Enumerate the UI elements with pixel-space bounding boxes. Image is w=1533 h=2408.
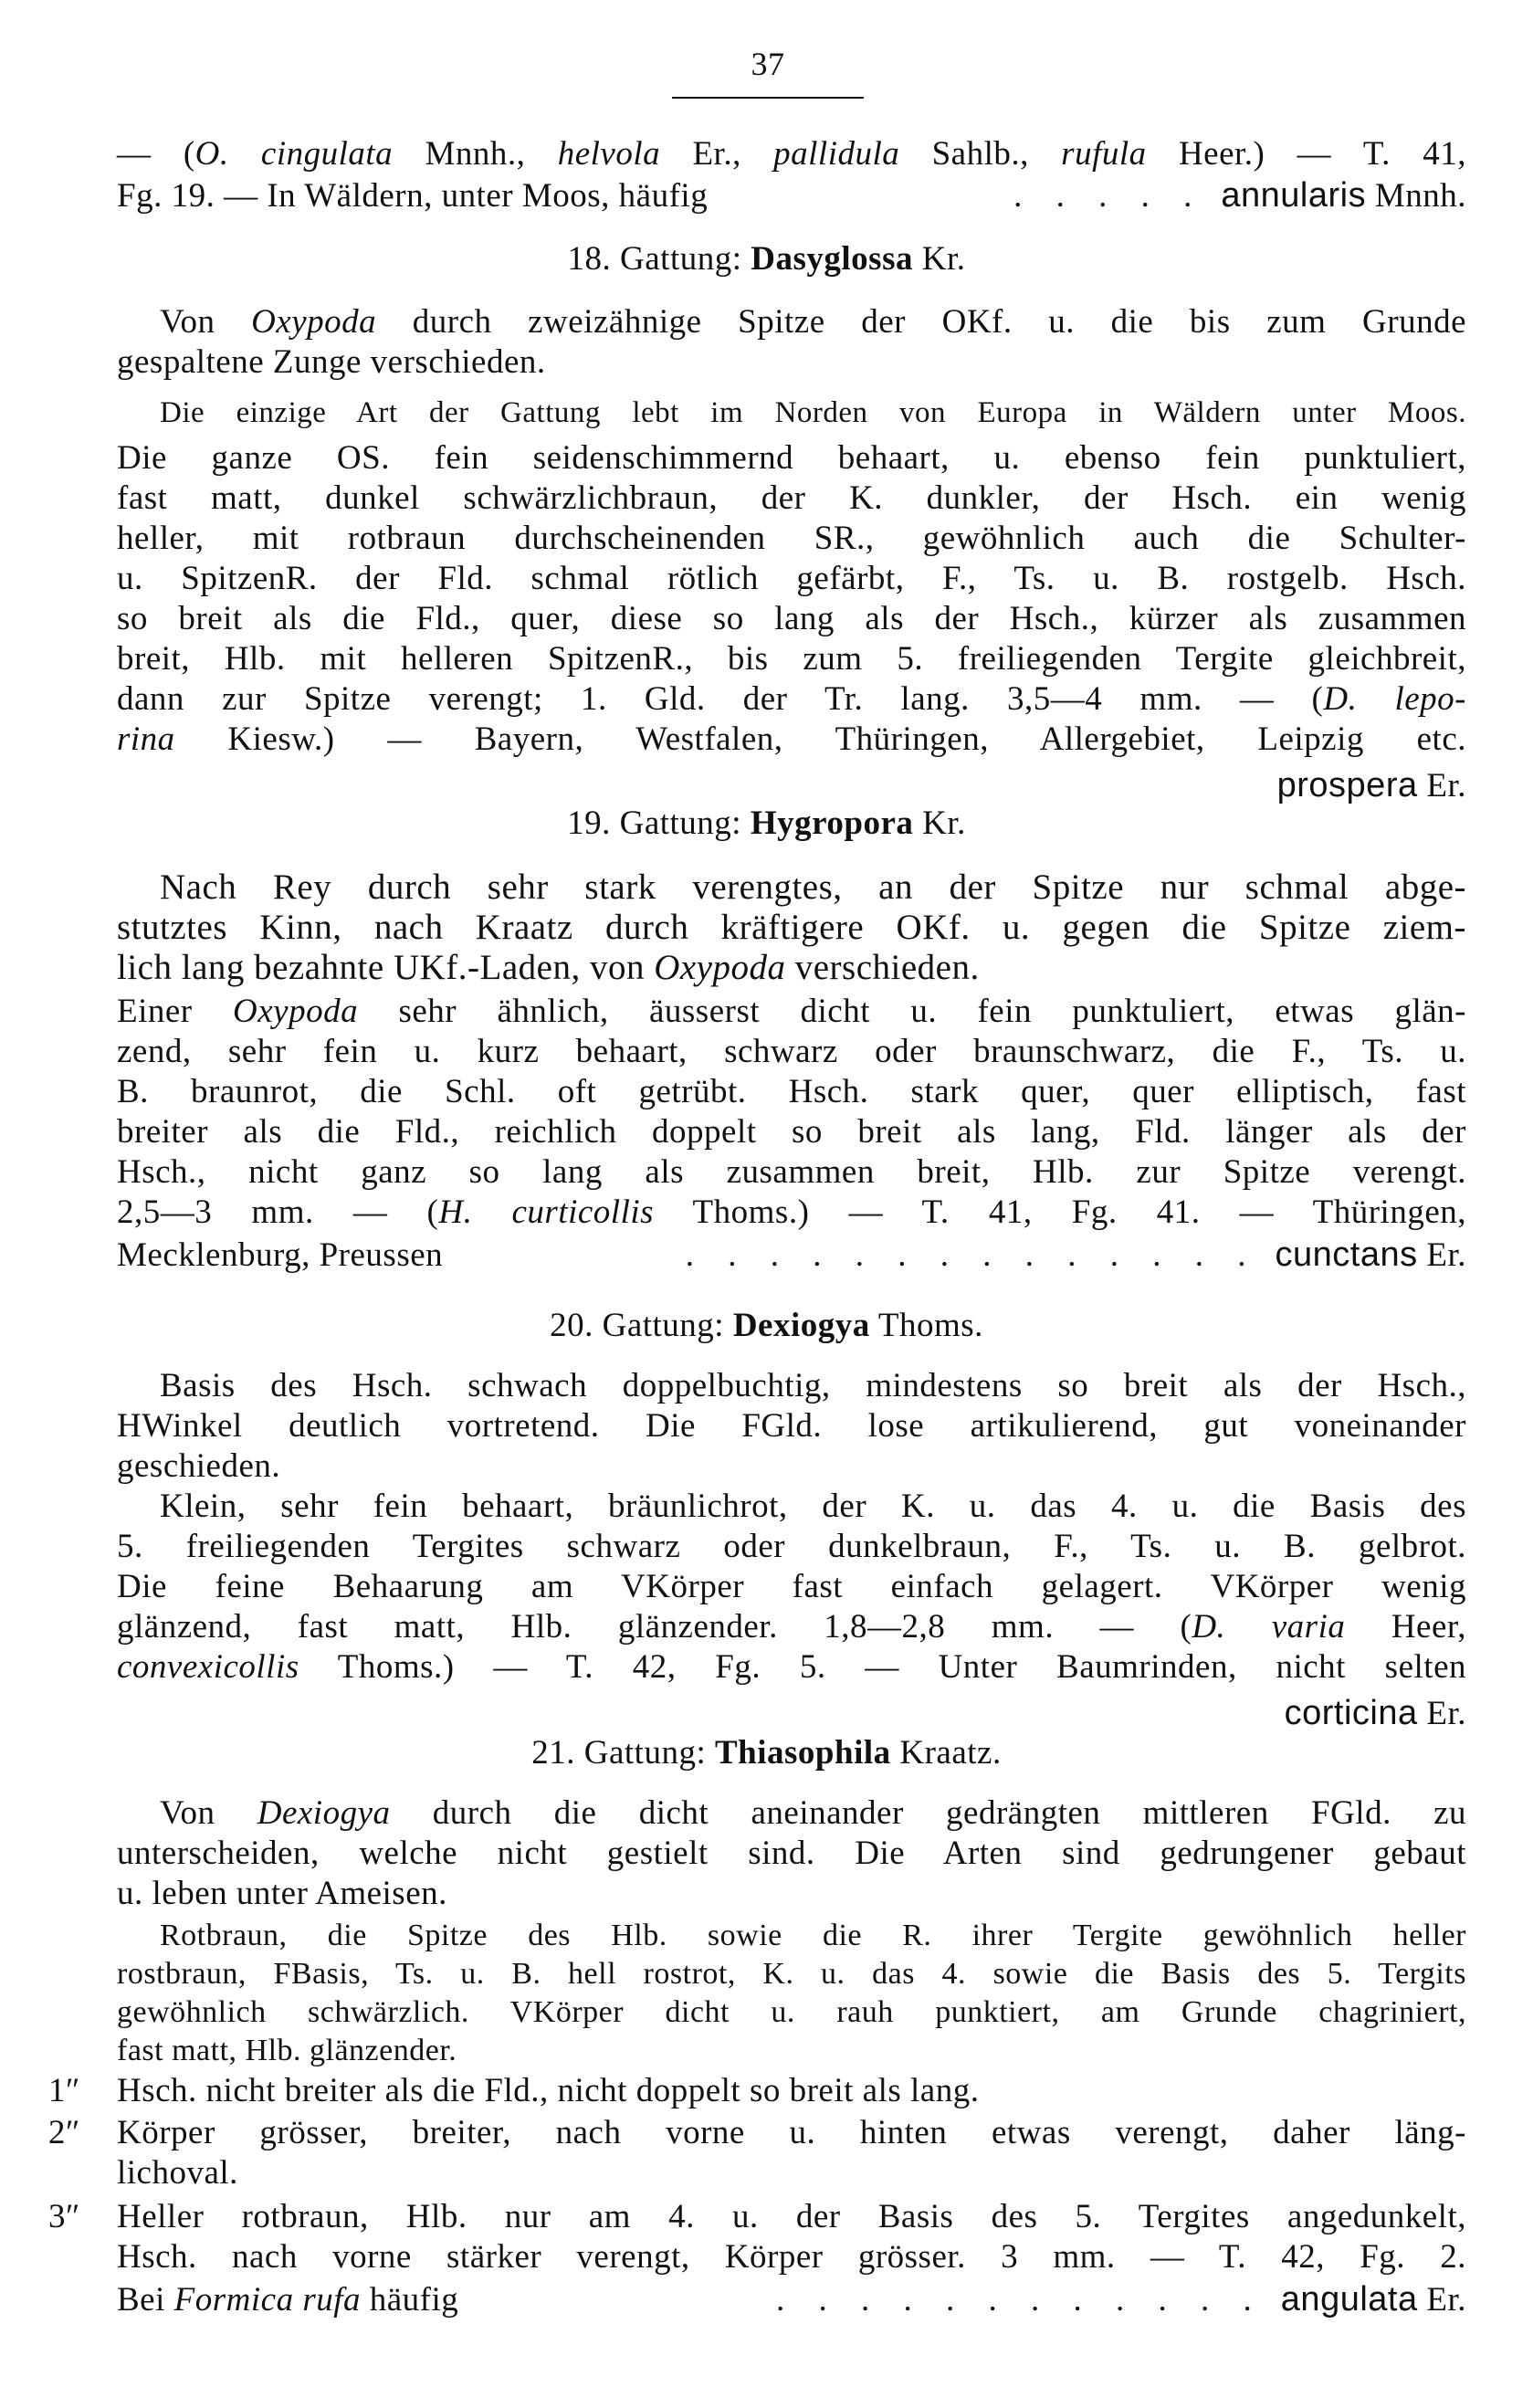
text-line: geschieden. [117, 1447, 281, 1485]
text-line: breiter als die Fld., reichlich doppelt so breit als lang, Fld. länger als der [117, 1113, 1466, 1151]
text-line: dann zur Spitze verengt; 1. Gld. der Tr. lang. 3,5—4 mm. — (D. lepo- [117, 680, 1466, 718]
text-line: B. braunrot, die Schl. oft getrübt. Hsch. stark quer, quer elliptisch, fast [117, 1073, 1466, 1110]
header-rule [672, 97, 864, 99]
text-line: Die einzige Art der Gattung lebt im Norden von Europa in Wäldern unter Moos. [160, 396, 1466, 429]
species-name: angulata [1280, 2280, 1418, 2319]
genus-heading: 18. Gattung: Dasyglossa Kr. [567, 240, 966, 278]
text-line: Von Oxypoda durch zweizähnige Spitze der OKf. u. die bis zum Grunde [160, 303, 1467, 341]
text-line: rostbraun, FBasis, Ts. u. B. hell rostrot, K. u. das 4. sowie die Basis des 5. Tergits [117, 1957, 1466, 1991]
text-line: Nach Rey durch sehr stark verengtes, an der Spitze nur schmal abge- [160, 868, 1466, 907]
text-line: Von Dexiogya durch die dicht aneinander gedrängten mittleren FGld. zu [160, 1794, 1466, 1832]
text-line: Klein, sehr fein behaart, bräunlichrot, der K. u. das 4. u. die Basis des [160, 1488, 1466, 1525]
text-line: glänzend, fast matt, Hlb. glänzender. 1,8—2,8 mm. — (D. varia Heer, [117, 1608, 1466, 1646]
genus-heading: 20. Gattung: Dexiogya Thoms. [550, 1307, 983, 1344]
text-line: Die feine Behaarung am VKörper fast einfach gelagert. VKörper wenig [117, 1568, 1466, 1605]
text-line: convexicollis Thoms.) — T. 42, Fg. 5. — Unter Baumrinden, nicht selten [117, 1648, 1466, 1686]
text-line: rina Kiesw.) — Bayern, Westfalen, Thüringen, Allergebiet, Leipzig etc. [117, 720, 1466, 758]
key-line: Körper grösser, breiter, nach vorne u. hinten etwas verengt, daher läng- [117, 2114, 1466, 2151]
species-name: corticina [1284, 1694, 1418, 1732]
key-marker: 1″ [48, 2072, 80, 2109]
key-marker: 3″ [48, 2198, 80, 2235]
key-line: Hsch. nicht breiter als die Fld., nicht doppelt so breit als lang. [117, 2072, 980, 2109]
species-name: cunctans [1275, 1236, 1418, 1274]
text-line: Rotbraun, die Spitze des Hlb. sowie die R. ihrer Tergite gewöhnlich heller [160, 1919, 1466, 1952]
key-marker: 2″ [48, 2114, 80, 2151]
genus-heading: 19. Gattung: Hygropora Kr. [567, 804, 966, 842]
species-name: annularis [1221, 176, 1367, 215]
text-line: 2,5—3 mm. — (H. curticollis Thoms.) — T. 41, Fg. 41. — Thüringen, [117, 1193, 1467, 1231]
text-line: prospera Er. [1276, 766, 1466, 804]
text-line: heller, mit rotbraun durchscheinenden SR., gewöhnlich auch die Schulter- [117, 520, 1466, 557]
text-line: zend, sehr fein u. kurz behaart, schwarz oder braunschwarz, die F., Ts. u. [117, 1033, 1466, 1070]
text-line: Hsch., nicht ganz so lang als zusammen breit, Hlb. zur Spitze verengt. [117, 1153, 1466, 1191]
text-line: gewöhnlich schwärzlich. VKörper dicht u. rauh punktiert, am Grunde chagriniert, [117, 1995, 1466, 2029]
key-line: Bei Formica rufa häufig . . . . . . . . . . . . angulata Er. [117, 2280, 1466, 2319]
species-name: prospera [1276, 766, 1418, 804]
page-number: 37 [751, 46, 785, 82]
text-line: u. SpitzenR. der Fld. schmal rötlich gefärbt, F., Ts. u. B. rostgelb. Hsch. [117, 560, 1466, 597]
text-line: — (O. cingulata Mnnh., helvola Er., pallidula Sahlb., rufula Heer.) — T. 41, [117, 135, 1466, 173]
key-line: Heller rotbraun, Hlb. nur am 4. u. der Basis des 5. Tergites angedunkelt, [117, 2198, 1466, 2235]
text-line: stutztes Kinn, nach Kraatz durch kräftigere OKf. u. gegen die Spitze ziem- [117, 908, 1466, 947]
text-line: fast matt, dunkel schwärzlichbraun, der K. dunkler, der Hsch. ein wenig [117, 479, 1466, 517]
text-line: 5. freiliegenden Tergites schwarz oder dunkelbraun, F., Ts. u. B. gelbrot. [117, 1528, 1466, 1565]
text-line: Die ganze OS. fein seidenschimmernd behaart, u. ebenso fein punktuliert, [117, 439, 1466, 477]
text-line: Einer Oxypoda sehr ähnlich, äusserst dicht u. fein punktuliert, etwas glän- [117, 993, 1466, 1030]
text-line: unterscheiden, welche nicht gestielt sind. Die Arten sind gedrungener gebaut [117, 1835, 1466, 1872]
key-line: Hsch. nach vorne stärker verengt, Körper grösser. 3 mm. — T. 42, Fg. 2. [117, 2238, 1466, 2276]
text-line: Mecklenburg, Preussen . . . . . . . . . . . . . . cunctans Er. [117, 1236, 1466, 1274]
text-line: so breit als die Fld., quer, diese so lang als der Hsch., kürzer als zusammen [117, 600, 1466, 637]
text-line: gespaltene Zunge verschieden. [117, 343, 546, 381]
text-line: lich lang bezahnte UKf.-Laden, von Oxypoda verschieden. [117, 948, 980, 987]
text-line: Fg. 19. — In Wäldern, unter Moos, häufig . . . . . annularis Mnnh. [117, 176, 1466, 215]
text-line: corticina Er. [1284, 1694, 1466, 1732]
text-line: u. leben unter Ameisen. [117, 1875, 447, 1912]
key-line: lichoval. [117, 2154, 238, 2192]
text-line: HWinkel deutlich vortretend. Die FGld. lose artikulierend, gut voneinander [117, 1407, 1466, 1445]
genus-heading: 21. Gattung: Thiasophila Kraatz. [531, 1734, 1002, 1772]
text-line: breit, Hlb. mit helleren SpitzenR., bis zum 5. freiliegenden Tergite gleichbreit, [117, 640, 1466, 678]
text-line: Basis des Hsch. schwach doppelbuchtig, mindestens so breit als der Hsch., [160, 1367, 1466, 1404]
text-line: fast matt, Hlb. glänzender. [117, 2034, 457, 2067]
